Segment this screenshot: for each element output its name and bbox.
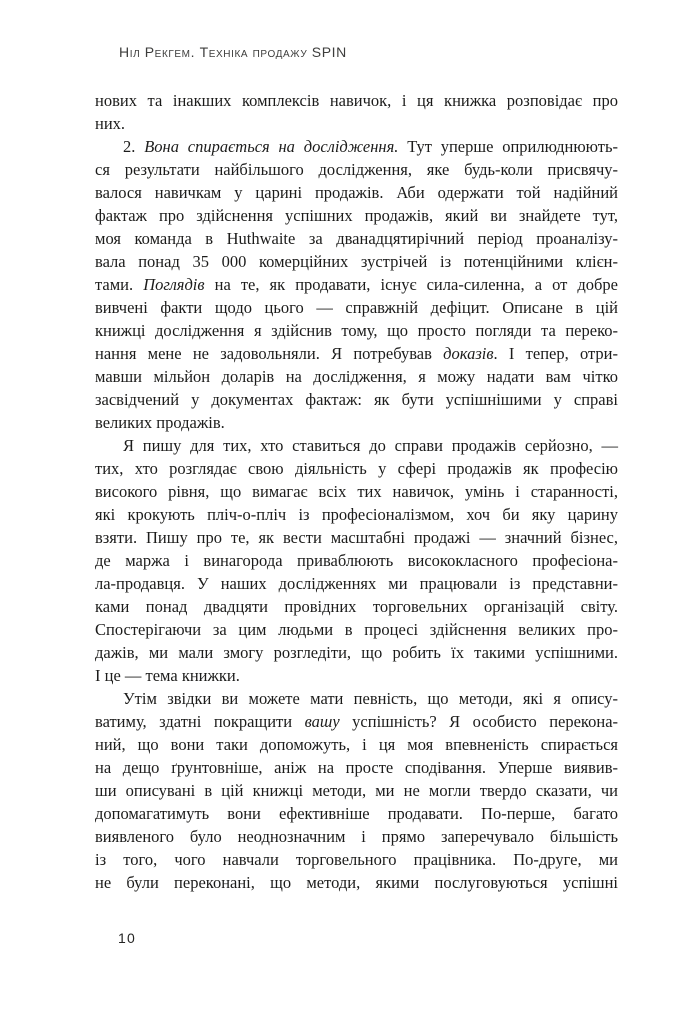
text-line: вала понад 35 000 комерційних зустрічей із потенційними клієн-: [95, 252, 618, 271]
text-line: ками понад двадцяти провідних торговельних організацій світу.: [95, 597, 618, 616]
text-line: тами. Поглядів на те, як продавати, існує сила-силенна, а от добре: [95, 275, 618, 294]
text-line: ся результати найбільшого дослідження, яке будь-коли присвячу-: [95, 160, 618, 179]
text-line: моя команда в Huthwaite за дванадцятирічний період проаналізу-: [95, 229, 618, 248]
text-line: ватиму, здатні покращити вашу успішність? Я особисто перекона-: [95, 712, 619, 731]
page-number: 10: [118, 930, 136, 946]
text-line: де маржа і винагорода приваблюють висококласного професіона-: [95, 551, 618, 570]
text-line: валося навичкам у царині продажів. Аби одержати той надійний: [95, 183, 618, 202]
text-line: мавши мільйон доларів на дослідження, я можу надати вам чітко: [95, 367, 618, 386]
text-line: нання мене не задовольняли. Я потребував доказів. І тепер, отри-: [95, 344, 618, 363]
text-line: взяти. Пишу про те, як вести масштабні продажі — значний бізнес,: [95, 528, 618, 547]
text-line: вивчені факти щодо цього — справжній дефіцит. Описане в цій: [95, 298, 618, 317]
text-line: не були переконані, що методи, якими послуговуються успішні: [95, 873, 618, 892]
text-line: І це — тема книжки.: [95, 666, 240, 685]
text-line: великих продажів.: [95, 413, 225, 432]
body-text: [95, 89, 618, 894]
text-line: 2. Вона спирається на дослідження. Тут уперше оприлюднюють-: [123, 137, 618, 156]
text-line: тих, хто розглядає свою діяльність у сфері продажів як професію: [95, 459, 618, 478]
text-line: книжці дослідження я здійснив тому, що просто погляди та переко-: [95, 321, 618, 340]
text-line: засвідчений у документах фактаж: як бути успішнішими у справі: [95, 390, 618, 409]
text-line: Я пишу для тих, хто ставиться до справи продажів серйозно, —: [123, 436, 618, 455]
text-line: із того, чого навчали торговельного працівника. По-друге, ми: [95, 850, 618, 869]
text-line: які крокують пліч-о-пліч із професіоналізмом, хоч би яку царину: [95, 505, 618, 524]
text-line: ла-продавця. У наших дослідженнях ми працювали із представни-: [95, 574, 618, 593]
text-line: виявленого було неоднозначним і прямо заперечувало більшість: [95, 827, 618, 846]
text-line: нових та інакших комплексів навичок, і ця книжка розповідає про: [95, 91, 618, 110]
text-line: ний, що вони таки допоможуть, і ця моя впевненість спирається: [95, 735, 618, 754]
text-line: фактаж про здійснення успішних продажів, який ви знайдете тут,: [95, 206, 618, 225]
text-line: них.: [95, 114, 126, 133]
running-header: Ніл Рекгем. Техніка продажу SPIN: [119, 44, 347, 60]
text-line: допомагатимуть вони ефективніше продавати. По-перше, багато: [95, 804, 618, 823]
text-line: Утім звідки ви можете мати певність, що методи, які я опису-: [123, 689, 618, 708]
text-line: дажів, ми мали змогу розгледіти, що робить їх такими успішними.: [95, 643, 618, 662]
text-line: Спостерігаючи за цим людьми в процесі здійснення великих про-: [95, 620, 618, 639]
text-line: на дещо ґрунтовніше, аніж на просте сподівання. Уперше виявив-: [95, 758, 618, 777]
text-line: високого рівня, що вимагає всіх тих навичок, умінь і старанності,: [95, 482, 618, 501]
text-line: ши описувані в цій книжці методи, ми не могли твердо сказати, чи: [95, 781, 618, 800]
